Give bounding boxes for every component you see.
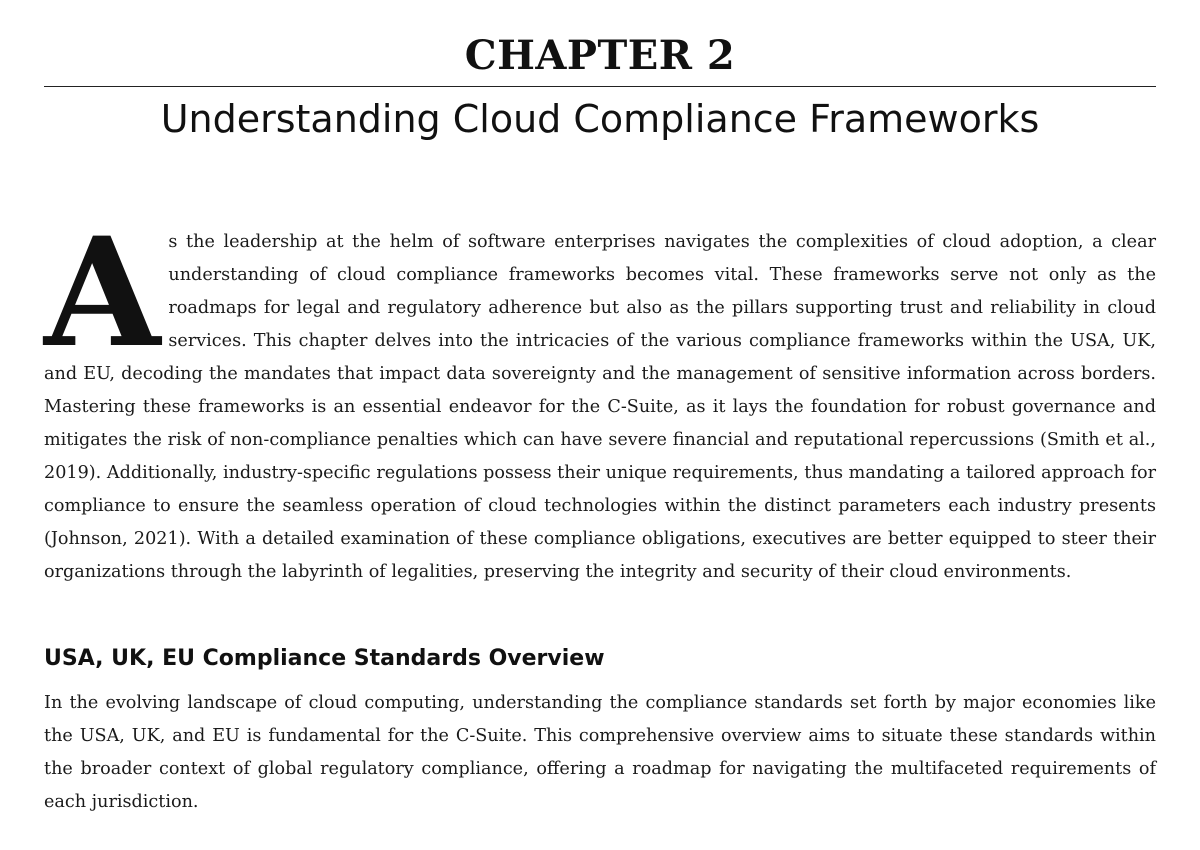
- intro-text: s the leadership at the helm of software enterprises navigates the complexities of cloud adoption, a clear understanding of cloud compliance frameworks becomes vital. These frameworks serve not only as the roadmaps for legal and regulatory adherence but also as the pillars supporting trust and reliability in cloud services. This chapter delves into the intricacies of the various compliance frameworks within the USA, UK, and EU, decoding the mandates that impact data sovereignty and the management of sensitive information across borders. Mastering these frameworks is an essential endeavor for the C-Suite, as it lays the foundation for robust governance and mitigates the risk of non-compliance penalties which can have severe financial and reputational repercussions (Smith et al., 2019). Additionally, industry-specific regulations possess their unique requirements, thus mandating a tailored approach for compliance to ensure the seamless operation of cloud technologies within the distinct parameters each industry presents (Johnson, 2021). With a detailed examination of these compliance obligations, executives are better equipped to steer their organizations through the labyrinth of legalities, preserving the integrity and security of their cloud environments.: [44, 232, 1156, 582]
- chapter-label: CHAPTER 2: [464, 32, 736, 79]
- section-paragraph: In the evolving landscape of cloud computing, understanding the compliance standards set forth by major economies like the USA, UK, and EU is fundamental for the C-Suite. This comprehensive overview aims to situate these standards within the broader context of global regulatory compliance, offering a roadmap for navigating the multifaceted requirements of each jurisdiction.: [44, 693, 1156, 812]
- chapter-divider: [44, 86, 1156, 87]
- drop-cap: A: [44, 205, 161, 381]
- intro-paragraph: [44, 205, 1156, 589]
- section-heading: USA, UK, EU Compliance Standards Overview: [44, 646, 605, 671]
- chapter-title: Understanding Cloud Compliance Frameworks: [160, 97, 1040, 141]
